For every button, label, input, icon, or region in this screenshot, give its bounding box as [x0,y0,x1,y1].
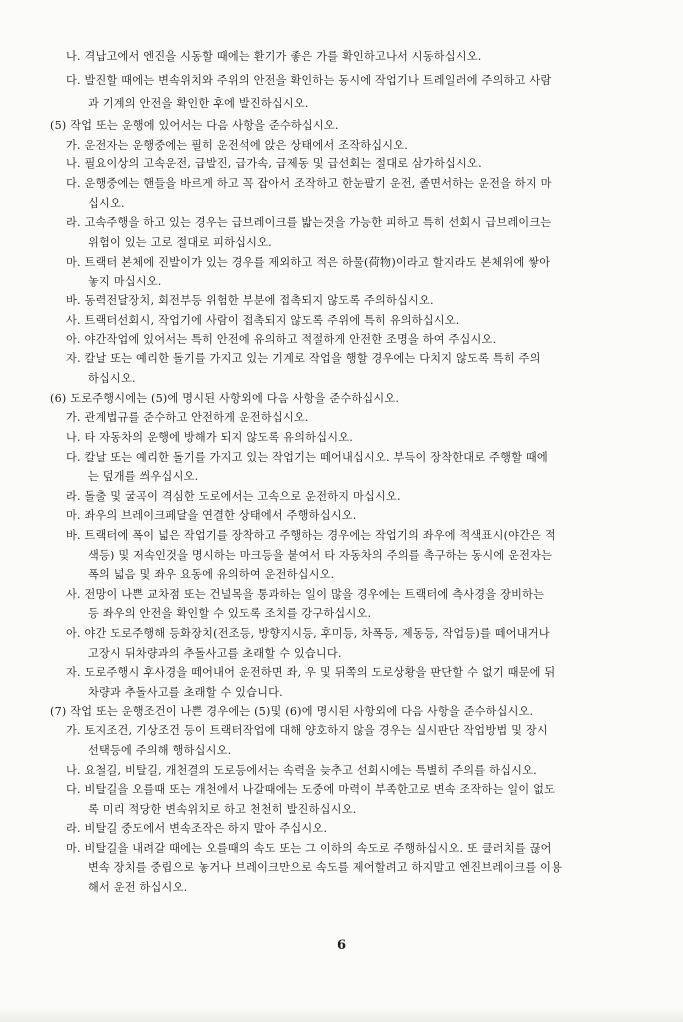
s7-item-ga: 가. 토지조건, 기상조건 등이 트랙터작업에 대해 양호하지 않을 경우는 실시판단 작업방법 및 장시 [66,724,548,737]
s6-item-ba-cont-1: 색등) 및 저속인것을 명시하는 마크등을 붙여서 타 자동차의 주의를 촉구하는 동시에 운전자는 [88,549,553,562]
s6-item-a: 아. 야간 도로주행해 등화장치(전조등, 방향지시등, 후미등, 차폭등, 제동등, 작업등)를 떼어내거나 [66,627,550,640]
s5-item-ja: 자. 칼날 또는 예리한 돌기를 가지고 있는 기계로 작업을 행할 경우에는 다치지 않도록 특히 주의 [66,352,541,365]
s6-item-a-cont: 고장시 뒤차량과의 추돌사고를 초래할 수 있습니다. [88,647,342,660]
page-number: 6 [336,938,347,953]
s7-item-ga-cont: 선택등에 주의해 행하십시오. [88,744,232,757]
section-6-heading: (6) 도로주행시에는 (5)에 명시된 사항외에 다음 사항을 준수하십시오. [50,392,400,405]
s5-item-ma-cont: 놓지 마십시오. [88,275,162,288]
s5-item-da-cont: 십시오. [88,197,125,210]
s6-item-ra: 라. 돌출 및 굴곡이 격심한 도로에서는 고속으로 운전하지 마십시오. [66,490,401,503]
item-da-start-off-cont: 과 기계의 안전을 확인한 후에 발진하십시오. [88,97,309,110]
s7-item-ma: 마. 비탈길을 내려갈 때에는 오를때의 속도 또는 그 이하의 속도로 주행하십시오. 또 클러치를 끊어 [66,842,552,855]
s5-item-ba: 바. 동력전달장치, 회전부등 위험한 부분에 접촉되지 않도록 주의하십시오. [66,294,434,307]
s7-item-ra: 라. 비탈길 중도에서 변속조작은 하지 말아 주십시오. [66,822,328,835]
section-5-heading: (5) 작업 또는 운행에 있어서는 다음 사항을 준수하십시오. [50,119,339,132]
item-da-start-off: 다. 발진할 때에는 변속위치와 주위의 안전을 확인하는 동시에 작업기나 트레일러에 주의하고 사람 [66,74,552,87]
s6-item-da: 다. 칼날 또는 예리한 돌기를 가지고 있는 작업기는 떼어내십시오. 부득이 장착한대로 주행할 때에 [66,451,548,464]
s7-item-na: 나. 요철길, 비탈길, 개천결의 도로등에서는 속력을 늦추고 선회시에는 특별히 주의를 하십시오. [66,764,537,777]
item-na-hangar-start: 나. 격납고에서 엔진을 시동할 때에는 환기가 좋은 가를 확인하고나서 시동하십시오. [66,50,482,63]
s6-item-ga: 가. 관계법규를 준수하고 안전하게 운전하십시오. [66,411,309,424]
s6-item-ja-cont: 차량과 추돌사고를 초래할 수 있습니다. [88,686,283,699]
s5-item-ma: 마. 트랙터 본체에 진발이가 있는 경우를 제외하고 적은 하물(荷物)이라고 할지라도 본체위에 쌓아 [66,256,551,269]
s6-item-ba-cont-2: 폭의 넓음 및 좌우 요동에 유의하여 운전하십시오. [88,568,335,581]
s5-item-ja-cont: 하십시오. [88,372,136,385]
s6-item-ba: 바. 트랙터에 폭이 넓은 작업기를 장착하고 주행하는 경우에는 작업기의 좌우에 적색표시(야간은 적 [66,529,556,542]
scan-bottom-edge [0,1008,683,1022]
s5-item-a: 아. 야간작업에 있어서는 특히 안전에 유의하고 적절하게 안전한 조명을 하여 주십시오. [66,333,497,346]
s6-item-sa: 사. 전망이 나쁜 교차점 또는 건널목을 통과하는 일이 많을 경우에는 트랙터에 측사경을 장비하는 [66,588,545,601]
s6-item-ma: 마. 좌우의 브레이크페달을 연결한 상태에서 주행하십시오. [66,509,357,522]
s5-item-ra: 라. 고속주행을 하고 있는 경우는 급브레이크를 밟는것을 가능한 피하고 특히 선회시 급브레이크는 [66,216,552,229]
section-7-heading: (7) 작업 또는 운행조건이 나쁜 경우에는 (5)및 (6)에 명시된 사항외에 다음 사항을 준수하십시오. [50,705,534,718]
s6-item-sa-cont: 등 좌우의 안전을 확인할 수 있도록 조치를 강구하십시오. [88,607,372,620]
s5-item-sa: 사. 트랙터선회시, 작업기에 사람이 접촉되지 않도록 주위에 특히 유의하십시오. [66,314,460,327]
s7-item-ma-cont-1: 변속 장치를 중립으로 놓거나 브레이크만으로 속도를 제어할려고 하지말고 엔진브레이크를 이용 [88,861,563,874]
s5-item-na: 나. 필요이상의 고속운전, 급발진, 급가속, 급제동 및 급선회는 절대로 삼가하십시오. [66,157,482,170]
s5-item-ga: 가. 운전자는 운행중에는 필히 운전석에 앉은 상태에서 조작하십시오. [66,139,409,152]
s6-item-na: 나. 타 자동차의 운행에 방해가 되지 않도록 유의하십시오. [66,431,353,444]
s7-item-ma-cont-2: 해서 운전 하십시오. [88,881,188,894]
s5-item-ra-cont: 위험이 있는 고로 절대로 피하십시오. [88,236,272,249]
s6-item-da-cont: 는 덮개를 씌우십시오. [88,470,199,483]
s5-item-da: 다. 운행중에는 핸들을 바르게 하고 꼭 잡아서 조작하고 한눈팔기 운전, 졸면서하는 운전을 하지 마 [66,177,552,190]
s7-item-da-cont: 록 미리 적당한 변속위치로 하고 천천히 발진하십시오. [88,803,357,816]
s6-item-ja: 자. 도로주행시 후사경을 떼어내어 운전하면 좌, 우 및 뒤쪽의 도로상황을 판단할 수 없기 때문에 뒤 [66,666,556,679]
s7-item-da: 다. 비탈길을 오를때 또는 개천에서 나갈때에는 도중에 마력이 부족한고로 변속 조작하는 일이 없도 [66,783,556,796]
